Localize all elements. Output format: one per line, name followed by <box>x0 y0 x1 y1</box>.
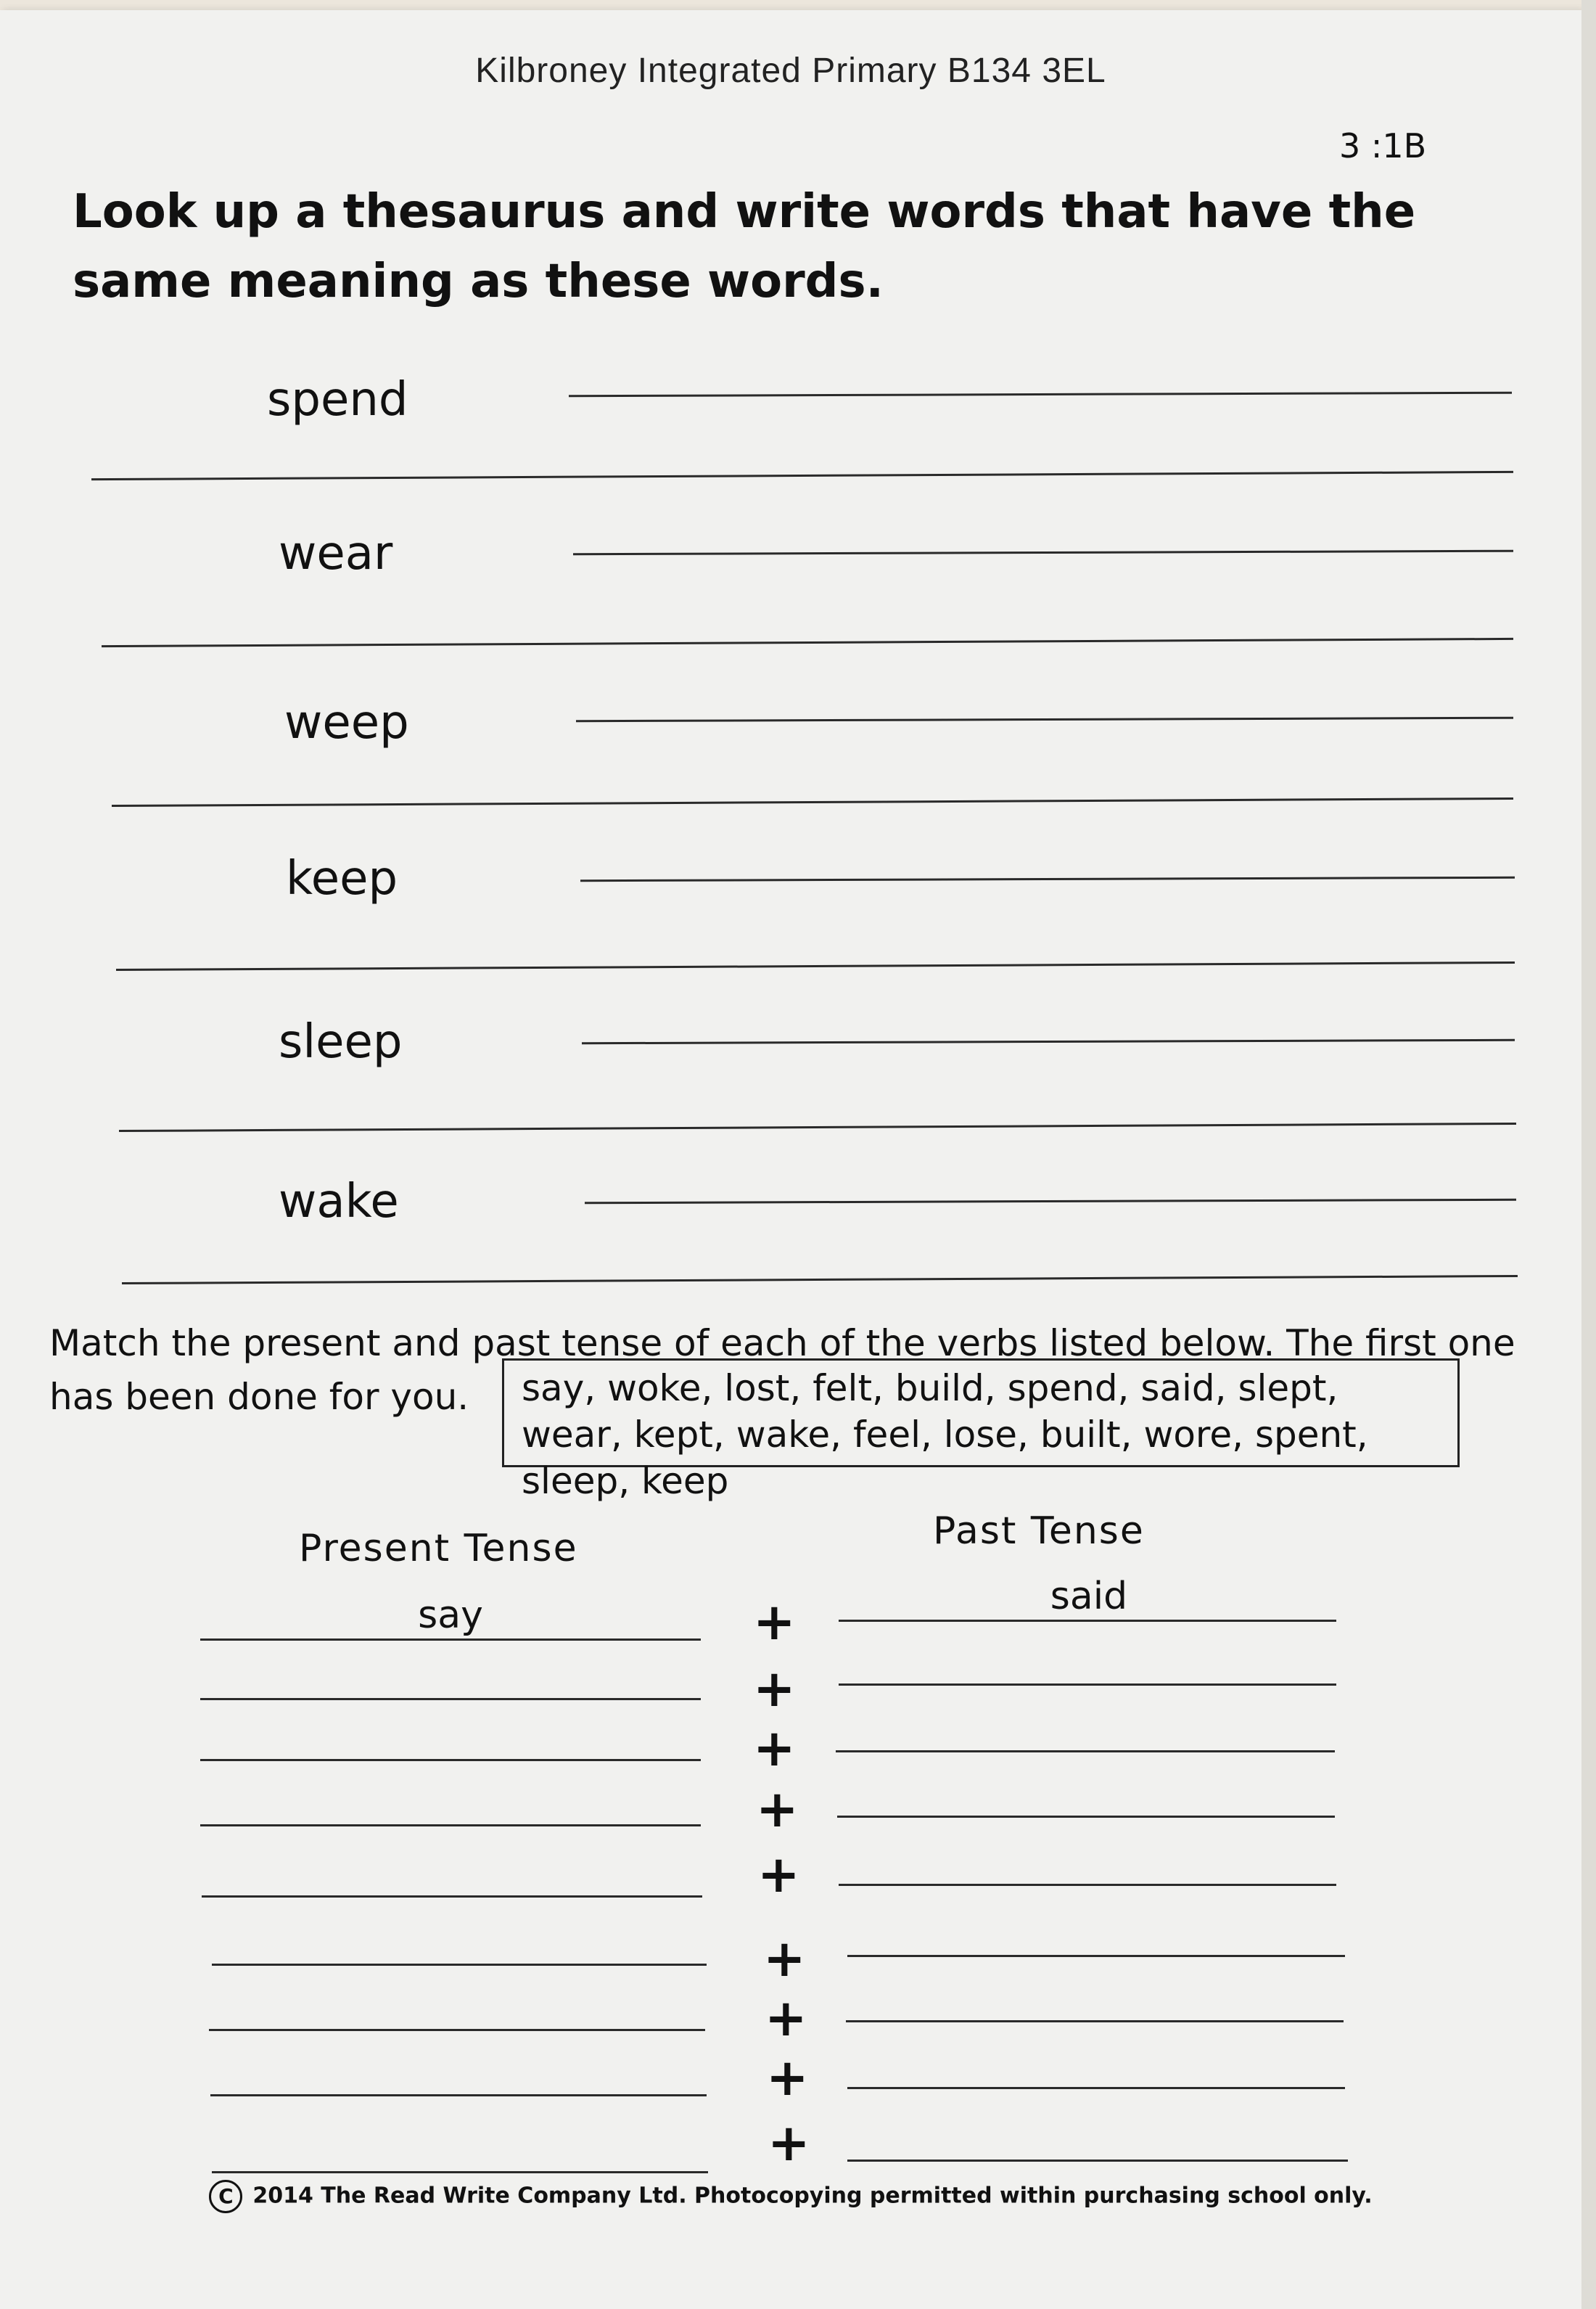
answer-line[interactable] <box>576 717 1513 723</box>
synonym-word-sleep: sleep <box>279 1015 403 1069</box>
worksheet-page <box>0 10 1581 2309</box>
answer-line[interactable] <box>580 877 1515 882</box>
answer-line[interactable] <box>112 797 1513 807</box>
past-answer-line[interactable] <box>847 2087 1345 2089</box>
plus-connector: + <box>763 1929 806 1988</box>
present-answer-line[interactable] <box>209 2029 705 2031</box>
worksheet-code: 3 :1B <box>1339 126 1427 165</box>
paper-edge <box>1581 0 1596 2309</box>
answer-line[interactable] <box>582 1039 1515 1044</box>
present-answer-line[interactable] <box>210 2094 707 2096</box>
present-answer-line[interactable] <box>200 1824 701 1826</box>
answer-line[interactable] <box>102 638 1513 647</box>
copyright-text: 2014 The Read Write Company Ltd. Photocopying permitted within purchasing school only. <box>252 2183 1373 2209</box>
synonym-word-wear: wear <box>279 527 393 581</box>
answer-line[interactable] <box>573 550 1513 556</box>
plus-connector: + <box>753 1659 796 1718</box>
answer-line[interactable] <box>122 1275 1518 1284</box>
answer-line[interactable] <box>119 1123 1516 1132</box>
past-answer-line[interactable] <box>839 1884 1336 1886</box>
past-answer-line[interactable] <box>837 1816 1335 1818</box>
plus-connector: + <box>768 2113 810 2173</box>
synonym-word-weep: weep <box>284 696 409 750</box>
present-answer-line[interactable] <box>200 1698 701 1700</box>
synonym-word-keep: keep <box>286 852 398 906</box>
example-present-answer: say <box>418 1594 483 1637</box>
past-answer-line[interactable] <box>846 2020 1344 2022</box>
example-past-answer: said <box>1050 1575 1128 1618</box>
plus-connector: + <box>753 1592 796 1652</box>
synonym-word-spend: spend <box>267 373 408 427</box>
past-answer-line[interactable] <box>847 2160 1348 2162</box>
copyright-footer <box>0 2180 1581 2213</box>
plus-connector: + <box>766 2048 809 2107</box>
copyright-icon: C <box>209 2180 242 2213</box>
present-answer-line[interactable] <box>200 1639 701 1641</box>
past-answer-line[interactable] <box>847 1955 1345 1957</box>
plus-connector: + <box>765 1988 807 2048</box>
tense-instruction: Match the present and past tense of each of the verbs listed below. The first one has been done for you. <box>49 1322 1515 1418</box>
answer-line[interactable] <box>116 961 1515 971</box>
plus-connector: + <box>753 1718 796 1778</box>
answer-line[interactable] <box>585 1199 1516 1204</box>
past-answer-line[interactable] <box>839 1683 1336 1686</box>
present-answer-line[interactable] <box>212 1964 707 1966</box>
past-answer-line[interactable] <box>836 1750 1335 1752</box>
plus-connector: + <box>757 1845 800 1904</box>
synonym-word-wake: wake <box>279 1175 399 1229</box>
past-answer-line[interactable] <box>839 1620 1336 1622</box>
present-answer-line[interactable] <box>212 2171 708 2173</box>
thesaurus-instruction: Look up a thesaurus and write words that have the same meaning as these words. <box>73 185 1416 308</box>
verb-word-box: say, woke, lost, felt, build, spend, said, slept, wear, kept, wake, feel, lose, built, wore, spent, sleep, keep <box>502 1358 1460 1467</box>
present-answer-line[interactable] <box>200 1759 701 1761</box>
plus-connector: + <box>756 1779 799 1839</box>
past-tense-heading: Past Tense <box>933 1509 1145 1553</box>
school-header: Kilbroney Integrated Primary B134 3EL <box>475 52 1106 90</box>
answer-line[interactable] <box>569 392 1512 398</box>
present-answer-line[interactable] <box>202 1895 702 1898</box>
present-tense-heading: Present Tense <box>299 1527 578 1570</box>
answer-line[interactable] <box>91 471 1513 480</box>
